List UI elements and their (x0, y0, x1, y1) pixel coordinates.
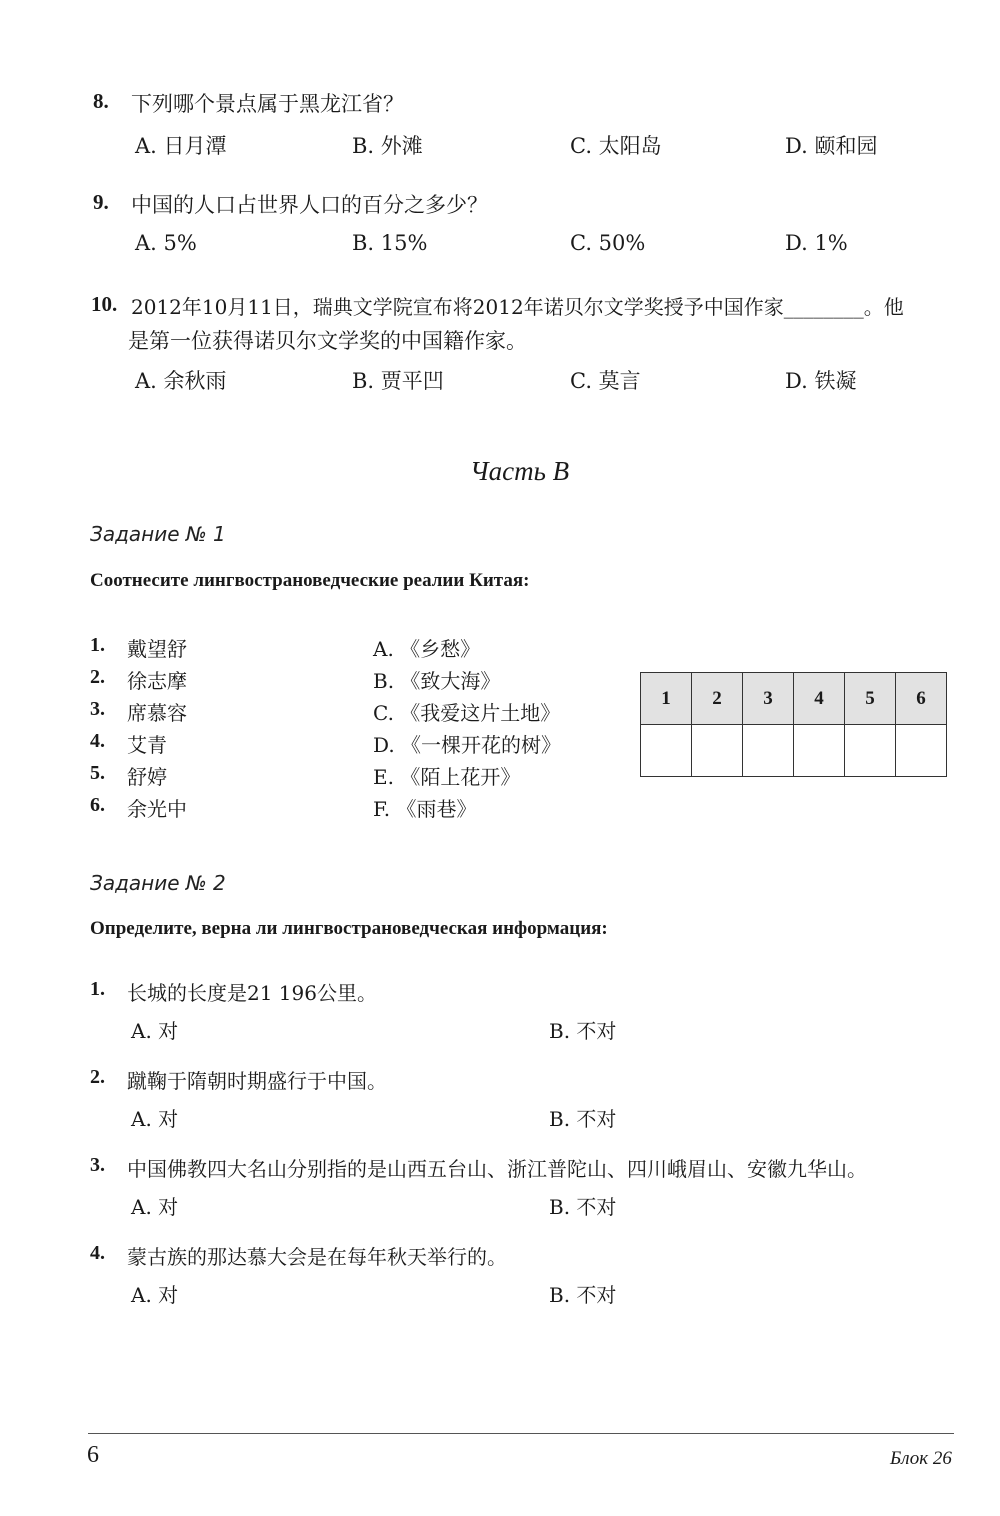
tf-item-2-text: 蹴鞠于隋朝时期盛行于中国。 (127, 1069, 387, 1093)
match-right-e: E. 《陌上花开》 (373, 765, 521, 789)
match-right-a: A. 《乡愁》 (373, 637, 481, 661)
task-1-instruction: Соотнесите лингвострановедческие реалии Китая: (90, 570, 530, 591)
tf-item-2-number: 2. (90, 1066, 105, 1088)
tf-item-1-number: 1. (90, 978, 105, 1000)
question-10-text-line2: 是第一位获得诺贝尔文学奖的中国籍作家。 (128, 329, 527, 353)
match-right-c: C. 《我爱这片土地》 (373, 701, 561, 725)
grid-header-5: 5 (845, 673, 896, 725)
question-8-text: 下列哪个景点属于黑龙江省？ (131, 92, 404, 116)
tf-item-3-option-b[interactable]: B. 不对 (549, 1195, 617, 1219)
question-10-option-d: D. 铁凝 (785, 369, 857, 393)
question-9-option-d: D. 1% (785, 231, 848, 255)
grid-answer-cell-6[interactable] (896, 725, 947, 777)
block-label: Блок 26 (890, 1448, 952, 1469)
grid-header-2: 2 (692, 673, 743, 725)
match-left-text-6: 余光中 (127, 797, 187, 821)
match-left-text-4: 艾青 (127, 733, 167, 757)
tf-item-3-text: 中国佛教四大名山分别指的是山西五台山、浙江普陀山、四川峨眉山、安徽九华山。 (127, 1157, 867, 1181)
match-left-num-5: 5. (90, 762, 105, 784)
match-left-num-4: 4. (90, 730, 105, 752)
tf-item-2-option-a[interactable]: A. 对 (131, 1107, 179, 1131)
match-left-text-1: 戴望舒 (127, 637, 187, 661)
match-left-text-3: 席慕容 (127, 701, 187, 725)
grid-header-4: 4 (794, 673, 845, 725)
answer-grid (640, 672, 947, 777)
question-10-text-line1: 2012年10月11日，瑞典文学院宣布将2012年诺贝尔文学奖授予中国作家________。他 (131, 295, 904, 319)
tf-item-4-option-b[interactable]: B. 不对 (549, 1283, 617, 1307)
tf-item-4-option-a[interactable]: A. 对 (131, 1283, 179, 1307)
match-left-text-2: 徐志摩 (127, 669, 187, 693)
tf-item-1-option-b[interactable]: B. 不对 (549, 1019, 617, 1043)
match-right-f: F. 《雨巷》 (373, 797, 477, 821)
match-left-num-2: 2. (90, 666, 105, 688)
tf-item-1-text: 长城的长度是21 196公里。 (127, 981, 377, 1005)
task-2-title: Задание № 2 (90, 871, 226, 895)
question-8-option-c: C. 太阳岛 (570, 134, 662, 158)
question-10-number: 10. (91, 292, 118, 316)
tf-item-4-text: 蒙古族的那达慕大会是在每年秋天举行的。 (127, 1245, 507, 1269)
footer-rule (88, 1433, 954, 1434)
question-9-text: 中国的人口占世界人口的百分之多少？ (131, 193, 488, 217)
tf-item-3-option-a[interactable]: A. 对 (131, 1195, 179, 1219)
question-8-number: 8. (93, 89, 109, 113)
question-8-option-b: B. 外滩 (352, 134, 423, 158)
question-8-option-d: D. 颐和园 (785, 134, 878, 158)
grid-answer-cell-5[interactable] (845, 725, 896, 777)
grid-answer-cell-2[interactable] (692, 725, 743, 777)
grid-header-3: 3 (743, 673, 794, 725)
grid-header-1: 1 (641, 673, 692, 725)
grid-answer-cell-4[interactable] (794, 725, 845, 777)
grid-answer-cell-3[interactable] (743, 725, 794, 777)
tf-item-2-option-b[interactable]: B. 不对 (549, 1107, 617, 1131)
question-9-option-b: B. 15% (352, 231, 428, 255)
match-right-b: B. 《致大海》 (373, 669, 501, 693)
grid-header-6: 6 (896, 673, 947, 725)
grid-answer-cell-1[interactable] (641, 725, 692, 777)
page-number: 6 (87, 1442, 99, 1468)
question-10-option-a: A. 余秋雨 (135, 369, 227, 393)
tf-item-3-number: 3. (90, 1154, 105, 1176)
match-left-num-6: 6. (90, 794, 105, 816)
tf-item-1-option-a[interactable]: A. 对 (131, 1019, 179, 1043)
question-9-number: 9. (93, 190, 109, 214)
match-left-text-5: 舒婷 (127, 765, 167, 789)
task-1-title: Задание № 1 (90, 522, 226, 546)
question-10-option-c: C. 莫言 (570, 369, 641, 393)
question-9-option-a: A. 5% (135, 231, 197, 255)
question-8-option-a: A. 日月潭 (135, 134, 227, 158)
question-10-option-b: B. 贾平凹 (352, 369, 444, 393)
match-left-num-1: 1. (90, 634, 105, 656)
task-2-instruction: Определите, верна ли лингвострановедческая информация: (90, 918, 608, 939)
match-right-d: D. 《一棵开花的树》 (373, 733, 562, 757)
tf-item-4-number: 4. (90, 1242, 105, 1264)
question-9-option-c: C. 50% (570, 231, 646, 255)
match-left-num-3: 3. (90, 698, 105, 720)
part-b-heading: Часть В (470, 456, 570, 486)
